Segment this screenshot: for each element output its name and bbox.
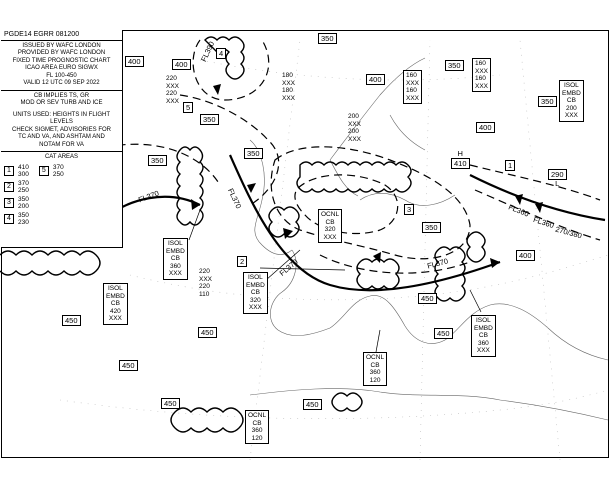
turb-line: XXX	[199, 275, 213, 283]
cat-base: 200	[18, 202, 29, 210]
note-line: MOD OR SEV TURB AND ICE	[20, 100, 103, 106]
cat-id-box: 5	[39, 166, 49, 176]
tropopause-height-label: 350	[244, 148, 263, 159]
turb-line: 200	[348, 113, 359, 120]
cb-line: 360	[369, 369, 381, 376]
cb-line: 420	[109, 307, 121, 315]
cat-area-item	[4, 196, 29, 210]
cat-areas-title: CAT AREAS	[44, 154, 79, 160]
header-line: PROVIDED BY WAFC LONDON	[17, 50, 106, 56]
cb-line: ISOL	[563, 82, 579, 89]
jet-label: FL370	[277, 257, 300, 278]
tropopause-low-value: 290	[548, 169, 567, 180]
cb-line: 360	[251, 427, 263, 434]
note-line: CB IMPLIES TS, GR	[33, 92, 90, 99]
tropopause-height-label: 450	[198, 327, 217, 338]
turb-line: 220	[199, 283, 210, 290]
cb-line: EMBD	[246, 281, 265, 289]
cb-line: ISOL	[247, 274, 263, 281]
cb-line: XXX	[168, 270, 182, 277]
cat-base: 230	[18, 218, 29, 226]
cb-line: EMBD	[166, 247, 185, 255]
cb-line: CB	[370, 361, 380, 369]
cb-line: EMBD	[106, 292, 125, 300]
cat-top: 350	[18, 195, 29, 203]
cb-line: 200	[565, 104, 577, 112]
issue-info	[1, 40, 122, 90]
cat-base: 250	[52, 170, 64, 178]
turb-line: 110	[199, 290, 210, 298]
tropopause-height-label: 400	[366, 74, 385, 85]
header-line: FIXED TIME PROGNOSTIC CHART	[12, 57, 111, 64]
cat-top: 370	[52, 163, 64, 171]
jet-label: FL390	[199, 39, 217, 64]
legend-panel	[1, 30, 123, 248]
cb-line: EMBD	[474, 324, 493, 332]
turbulence-label	[472, 58, 491, 92]
tropopause-height-label: 400	[476, 122, 495, 133]
cb-line: 360	[477, 339, 489, 347]
jet-label: FL360	[532, 214, 556, 231]
units-line: CHECK SIGMET, ADVISORIES FOR	[11, 126, 112, 133]
cat-base: 300	[18, 170, 29, 178]
turb-line: XXX	[406, 94, 420, 102]
tropopause-height-label: 350	[445, 60, 464, 71]
cat-id-box: 2	[4, 182, 14, 192]
jet-label: 270/380	[554, 224, 583, 241]
cb-box	[243, 272, 268, 314]
cb-line: CB	[170, 255, 180, 262]
cb-line: OCNL	[366, 354, 385, 361]
cb-line: OCNL	[321, 211, 340, 218]
cat-marker: 3	[404, 204, 414, 215]
cat-marker: 4	[216, 48, 226, 59]
cb-line: CB	[478, 332, 488, 339]
cb-line: 360	[169, 262, 181, 270]
cb-line: CB	[110, 300, 120, 307]
tropopause-height-label: 350	[318, 33, 337, 44]
cb-line: XXX	[564, 112, 578, 119]
cb-line: XXX	[108, 315, 122, 322]
turb-line: XXX	[348, 120, 362, 128]
cat-id-box: 4	[4, 214, 14, 224]
tropopause-height-label: 450	[303, 399, 322, 410]
cb-box	[471, 315, 496, 357]
tropopause-height-label: 400	[125, 56, 144, 67]
tropopause-height-label: 450	[161, 398, 180, 409]
cb-line: 120	[251, 434, 263, 442]
turb-line: 200	[348, 128, 359, 135]
cat-area-item	[39, 164, 64, 178]
cat-areas-legend	[1, 151, 122, 230]
cb-line: XXX	[248, 304, 262, 311]
header-line: ISSUED BY WAFC LONDON	[22, 42, 101, 49]
cb-line: OCNL	[248, 412, 267, 419]
header-line: ICAO AREA EURO SIGWX	[25, 65, 98, 71]
cat-area-item	[4, 212, 29, 226]
cb-line: CB	[325, 218, 335, 226]
cat-top: 350	[18, 211, 29, 219]
turb-line: 220	[166, 75, 177, 82]
turb-line: XXX	[475, 82, 489, 90]
turb-line: 180	[282, 87, 293, 94]
chart-id: PGDE14 EGRR 081200	[4, 31, 80, 38]
cat-top: 370	[18, 179, 29, 187]
cb-box	[245, 410, 269, 444]
cat-marker: 2	[237, 256, 247, 267]
cb-line: 320	[324, 226, 336, 233]
tropopause-height-label: 450	[434, 328, 453, 339]
turbulence-label	[403, 70, 422, 104]
turb-line: XXX	[406, 79, 420, 87]
tropopause-height-label: 350	[538, 96, 557, 107]
cb-line: CB	[566, 97, 576, 104]
turb-line: 180	[282, 72, 293, 79]
tropopause-low	[548, 169, 567, 188]
cb-line: ISOL	[475, 317, 491, 324]
turbulence-label	[166, 75, 179, 105]
cb-line: CB	[252, 419, 262, 427]
jet-label: FL370	[226, 186, 244, 211]
turb-line: XXX	[282, 79, 296, 87]
cb-line: XXX	[476, 347, 490, 354]
cb-box	[318, 209, 342, 243]
tropopause-low-letter: L	[555, 179, 560, 188]
units-line: TC AND VA, AND ASHTAM AND	[18, 134, 105, 140]
jet-label: FL360	[507, 202, 531, 219]
turbulence-label	[348, 113, 361, 143]
cb-line: 320	[249, 296, 261, 304]
cb-box	[559, 80, 584, 122]
cb-box	[163, 238, 188, 280]
header-line: VALID 12 UTC 09 SEP 2022	[23, 80, 100, 86]
cb-box	[103, 283, 128, 325]
tropopause-height-label: 350	[422, 222, 441, 233]
cb-line: XXX	[323, 233, 337, 241]
tropopause-height-label: 450	[418, 293, 437, 304]
tropopause-high-letter: H	[457, 149, 463, 158]
turbulence-label	[199, 268, 212, 298]
turb-line: XXX	[475, 67, 489, 75]
cb-box	[363, 352, 387, 386]
header-line: FL 100-450	[46, 72, 77, 79]
cat-base: 250	[18, 186, 29, 194]
turb-line: XXX	[166, 97, 180, 105]
turb-line: XXX	[166, 82, 180, 90]
cb-line: ISOL	[107, 285, 123, 292]
turbulence-label	[282, 72, 295, 102]
units-line: UNITS USED: HEIGHTS IN FLIGHT LEVELS	[12, 111, 110, 125]
cat-top: 410	[18, 163, 29, 171]
cat-marker: 5	[183, 102, 193, 113]
tropopause-height-label: 350	[148, 155, 167, 166]
notes-section	[1, 90, 122, 152]
cb-line: CB	[250, 289, 260, 296]
turb-line: 160	[406, 87, 417, 94]
tropopause-height-label: 400	[516, 250, 535, 261]
tropopause-height-label: 350	[200, 114, 219, 125]
cb-line: 120	[369, 376, 381, 384]
turb-line: 220	[166, 90, 177, 97]
turb-line: 160	[406, 72, 417, 79]
tropopause-height-label: 400	[172, 59, 191, 70]
jet-label: FL370	[137, 188, 161, 205]
tropopause-high	[451, 150, 470, 169]
turb-line: 160	[475, 60, 486, 67]
cat-id-box: 1	[4, 166, 14, 176]
turb-line: 160	[475, 75, 486, 82]
tropopause-high-value: 410	[451, 158, 470, 169]
cat-marker: 1	[505, 160, 515, 171]
turb-line: XXX	[282, 94, 296, 102]
units-line: NOTAM FOR VA	[39, 141, 84, 148]
cat-area-item	[4, 180, 29, 194]
cat-area-item	[4, 164, 29, 178]
turb-line: 220	[199, 268, 210, 275]
tropopause-height-label: 450	[62, 315, 81, 326]
cb-line: ISOL	[167, 240, 183, 247]
tropopause-height-label: 450	[119, 360, 138, 371]
cat-id-box: 3	[4, 198, 14, 208]
jet-label: FL370	[426, 256, 450, 271]
cb-line: EMBD	[562, 89, 581, 97]
turb-line: XXX	[348, 135, 362, 143]
